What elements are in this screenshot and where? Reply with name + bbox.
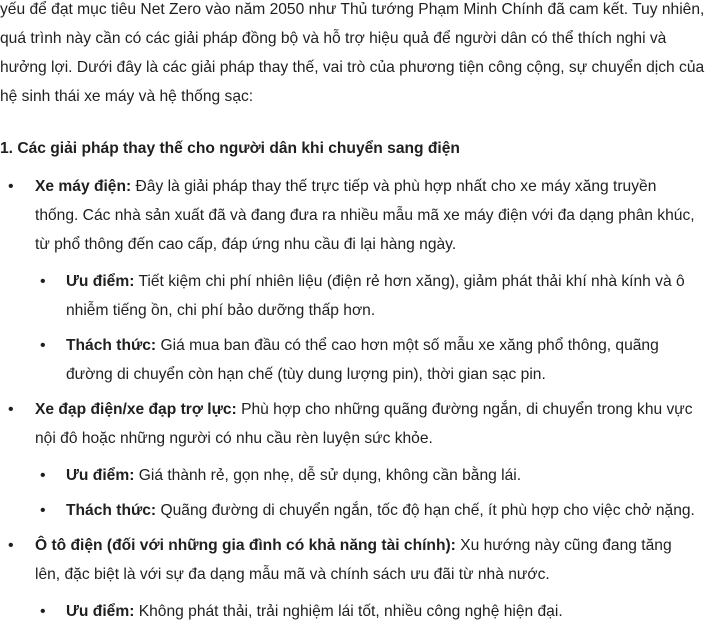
bullet-icon: • — [40, 467, 46, 484]
sub-item-text: Giá thành rẻ, gọn nhẹ, dễ sử dụng, không cần bằng lái. — [134, 467, 522, 484]
bullet-icon: • — [40, 603, 46, 620]
sub-item-challenges — [35, 331, 700, 389]
bullet-icon: • — [8, 401, 14, 418]
sub-item-title: Thách thức: — [66, 502, 157, 519]
sub-item-title: Ưu điểm: — [66, 273, 135, 290]
item-text: Đây là giải pháp thay thế trực tiếp và phù hợp nhất cho xe máy xăng truyền thống. Các nhà sản xuất đã và đang đưa ra nhiều mẫu mã xe máy điện với đa dạng phân khúc, từ phổ thông đến cao cấp, đáp ứng nhu cầu đi lại hàng ngày. — [35, 178, 695, 253]
sub-item-challenges — [35, 496, 700, 525]
item-title: Ô tô điện (đối với những gia đình có khả năng tài chính): — [35, 537, 456, 554]
intro-paragraph: yếu để đạt mục tiêu Net Zero vào năm 2050 như Thủ tướng Phạm Minh Chính đã cam kết. Tuy nhiên, quá trình này cần có các giải pháp đồng bộ và hỗ trợ hiệu quả để người dân có thể thích nghi và hưởng lợi. Dưới đây là các giải pháp thay thế, vai trò của phương tiện công cộng, sự chuyển dịch của hệ sinh thái xe máy và hệ thống sạc: — [0, 1, 705, 105]
sub-item-advantages — [35, 597, 700, 626]
bullet-icon: • — [40, 502, 46, 519]
sub-item-advantages — [35, 267, 700, 325]
sub-item-text: Giá mua ban đầu có thể cao hơn một số mẫu xe xăng phổ thông, quãng đường di chuyển còn hạn chế (tùy dung lượng pin), thời gian sạc pin. — [66, 337, 659, 383]
bullet-icon: • — [40, 337, 46, 354]
solutions-list — [0, 172, 700, 632]
item-title: Xe đạp điện/xe đạp trợ lực: — [35, 401, 237, 418]
sub-item-advantages — [35, 461, 700, 490]
bullet-icon: • — [40, 273, 46, 290]
sub-item-text: Không phát thải, trải nghiệm lái tốt, nhiều công nghệ hiện đại. — [134, 603, 563, 620]
sub-item-title: Ưu điểm: — [66, 467, 135, 484]
item-title: Xe máy điện: — [35, 178, 132, 195]
bullet-icon: • — [8, 178, 14, 195]
bullet-icon: • — [8, 537, 14, 554]
section-heading: 1. Các giải pháp thay thế cho người dân khi chuyển sang điện — [0, 140, 460, 157]
list-item-electric-motorbike — [0, 172, 700, 389]
sub-item-title: Ưu điểm: — [66, 603, 135, 620]
sub-item-title: Thách thức: — [66, 337, 157, 354]
item-text: Xu hướng này cũng đang tăng lên, đặc biệt là với sự đa dạng mẫu mã và chính sách ưu đãi từ nhà nước. — [35, 537, 672, 583]
sub-list — [35, 461, 700, 525]
sub-list — [35, 597, 700, 626]
sub-item-text: Quãng đường di chuyển ngắn, tốc độ hạn chế, ít phù hợp cho việc chở nặng. — [156, 502, 695, 519]
item-text: Phù hợp cho những quãng đường ngắn, di chuyển trong khu vực nội đô hoặc những người có nhu cầu rèn luyện sức khỏe. — [35, 401, 693, 447]
sub-item-text: Tiết kiệm chi phí nhiên liệu (điện rẻ hơn xăng), giảm phát thải khí nhà kính và ô nhiễm tiếng ồn, chi phí bảo dưỡng thấp hơn. — [66, 273, 685, 319]
sub-list — [35, 267, 700, 389]
list-item-electric-bicycle — [0, 395, 700, 525]
list-item-electric-car — [0, 531, 700, 626]
